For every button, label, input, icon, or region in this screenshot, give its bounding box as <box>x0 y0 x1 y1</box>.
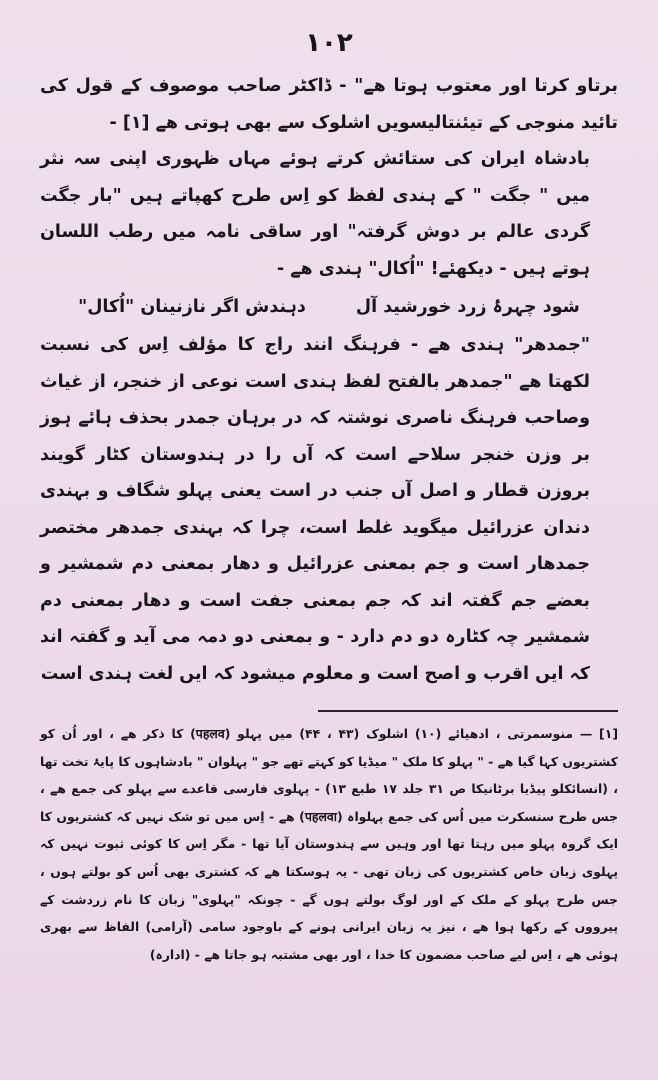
paragraph-1: برتاو کرتا اور معتوب ہوتا ھے" - ڈاکٹر صاحب موصوف کے قول کی تائید منوجی کے تیئنتالیسویں اشلوک سے بھی ہوتی ھے [۱] - <box>40 76 618 133</box>
paragraph-2: بادشاہ ایران کی ستائش کرتے ہوئے مہاں ظہوری اپنی سہ نثر میں " جگت " کے ہندی لفظ کو اِس طرح کھپاتے ہیں "بار جگت گردی عالم بر دوش گرفتہ" اور ساقی نامہ میں رطب اللسان ہوتے ہیں - دیکھئے! "اُکال" ہندی ھے - <box>40 149 590 279</box>
footnote <box>40 720 618 968</box>
main-text <box>40 68 618 287</box>
verse-second-half: دہندش اگر نازنینان "اُکال" <box>78 297 306 317</box>
paragraph-3: "جمدھر" ہندی ھے - فرہنگ انند راج کا مؤلف اِس کی نسبت لکھتا ھے "جمدھر بالفتح لفظ ہندی است نوعی از خنجر، از غیاث وصاحب فرہنگ ناصری نوشتہ کہ در برہان جمدر بحذف ہائے ہوز بر وزن خنجر سلاحے است کہ آں را در ہندوستان کٹار گویند بروزن قطار و اصل آں جنب در است یعنی پہلو شگاف و بہندی دندان عزرائیل میگوید غلط است، چرا کہ بہندی جمدھر مختصر جمدھار است و جم بمعنی عزرائیل و دھار بمعنی دم شمشیر و بعضے جم گفتہ اند کہ جم بمعنی جفت است و دھار بمعنی دم شمشیر چہ کٹارہ دو دم دارد - و بمعنی دو دمہ می آید و گفتہ اند کہ ایں اقرب و اصح است و معلوم میشود کہ ایں لغت ہندی است <box>40 335 590 684</box>
poetry-verse <box>40 289 618 325</box>
page-number: ۱۰۲ <box>305 28 353 58</box>
main-text-continued <box>40 327 618 692</box>
footnote-divider <box>318 710 618 712</box>
footnote-text: [۱] — منوسمرتی ، ادھیائے (۱۰) اشلوک (۴۳ ، ۴۴) میں پہلو (पहलव) کا ذکر ھے ، اور اُن کو کشتریوں کہا گیا ھے - " پہلو کا ملک " میڈیا کو کہتے تھے جو " پہلوان " بادشاہوں کا پایۂ تخت تھا ، (انسائکلو پیڈیا برٹانیکا ص ۳۱ جلد ۱۷ طبع ۱۳) - پہلوی فارسی قاعدے سے پہلو کی جمع ھے ، جس طرح سنسکرت میں اُس کی جمع پہلواہ (पहलवा) ھے - اِس میں تو شک نہیں کہ کشتریوں کا ایک گروہ پہلو میں رہتا تھا اور وہیں سے ہندوستان آیا تھا - مگر اِس کا کوئی ثبوت نہیں کہ پہلوی زبان خاص کشتریوں کی زبان تھی - یہ ہوسکتا ھے کہ کشتری بھی اُس کو بولتے ہوں ، جس طرح پہلو کے ملک کے اور لوگ بولتے ہوں گے - چونکہ "پہلوی" زبان کا نام زردشت کے پیرووں کے رکھا ہوا ھے ، نیز یہ زبان ایرانی ہونے کے باوجود سامی (آرامی) الفاظ سے بھری ہوئی ھے ، اِس لیے صاحب مضمون کا خدا ، اور بھی مشتبہ ہو جاتا ھے - (ادارہ) <box>39 726 618 962</box>
verse-first-half: شود چہرۂ زرد خورشید آل <box>355 297 580 317</box>
